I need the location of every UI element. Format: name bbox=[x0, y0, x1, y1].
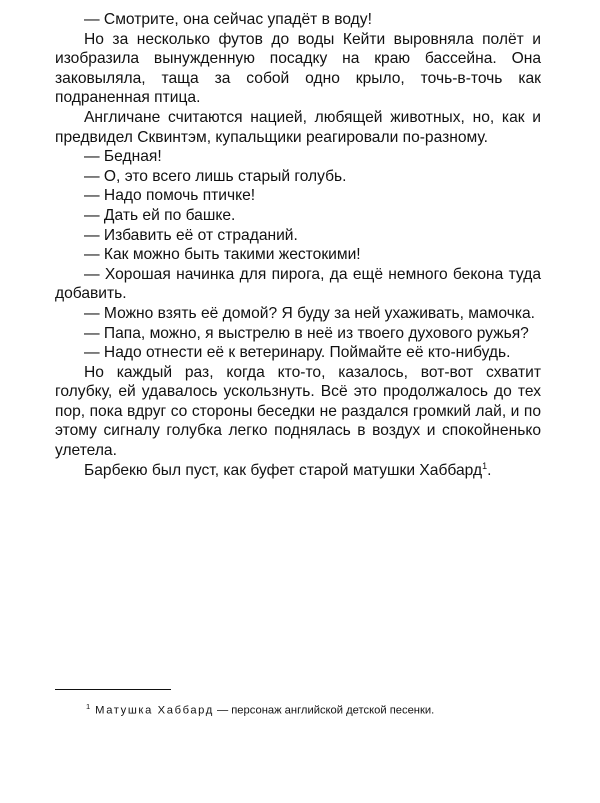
footnote-name: Матушка Хаббард bbox=[95, 704, 214, 717]
dialogue-line: — Как можно быть такими жестокими! bbox=[84, 246, 361, 264]
last-paragraph: Барбекю был пуст, как буфет старой матушки Хаббард$^1$. bbox=[84, 460, 492, 479]
paragraph: Но за несколько футов до воды Кейти выровняла полёт и изобразила вынужденную посадку на краю бассейна. Она заковыляла, таща за собой одно крыло, точь-в-точь как подраненная птица. bbox=[55, 30, 541, 107]
dialogue-line: — Избавить её от страданий. bbox=[84, 226, 298, 244]
paragraph: — Смотрите, она сейчас упадёт в воду! bbox=[84, 11, 372, 28]
footnote-reference: 1 bbox=[482, 460, 488, 471]
dialogue-line: — Хорошая начинка для пирога, да ещё немного бекона туда добавить. bbox=[55, 265, 541, 303]
dialogue-line: — О, это всего лишь старый голубь. bbox=[84, 167, 347, 185]
footnote-text: — персонаж английской детской песенки. bbox=[213, 704, 435, 717]
dialogue-line: — Дать ей по башке. bbox=[84, 206, 236, 224]
dialogue-line: — Надо отнести её к ветеринару. Поймайте её кто-нибудь. bbox=[84, 344, 511, 362]
footnote bbox=[86, 700, 556, 718]
dialogue-line: — Папа, можно, я выстрелю в неё из твоего духового ружья? bbox=[84, 324, 529, 342]
paragraph: Но каждый раз, когда кто-то, казалось, вот-вот схватит голубку, ей удавалось ускользнуть. Всё это продолжалось до тех пор, пока вдруг со стороны беседки не раздался громкий лай, и по этому сигналу голубка легко поднялась в воздух и спокойненько улетела. bbox=[55, 363, 541, 460]
dialogue-line: — Можно взять её домой? Я буду за ней ухаживать, мамочка. bbox=[84, 304, 536, 322]
paragraph: Англичане считаются нацией, любящей животных, но, как и предвидел Сквинтэм, купальщики реагировали по-разному. bbox=[55, 108, 541, 146]
footnote-divider bbox=[55, 689, 171, 690]
body-text bbox=[55, 10, 541, 480]
last-paragraph-text: Барбекю был пуст, как буфет старой матушки Хаббард bbox=[84, 461, 483, 479]
dialogue-line: — Бедная! bbox=[84, 148, 162, 166]
dialogue-line: — Надо помочь птичке! bbox=[84, 187, 256, 205]
footnote-mark: 1 bbox=[86, 702, 91, 711]
